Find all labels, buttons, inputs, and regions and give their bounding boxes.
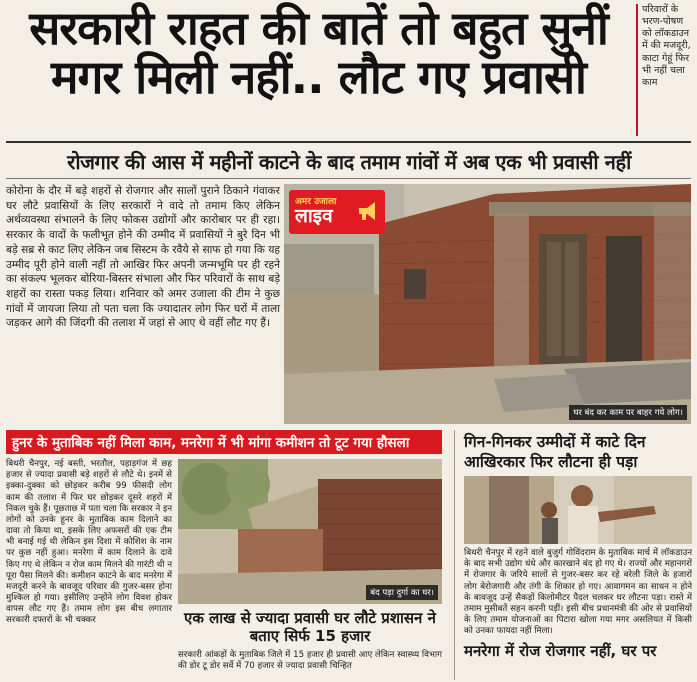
intro-paragraph: कोरोना के दौर में बड़े शहरों से रोजगार और सालों पुराने ठिकाने गंवाकर घर लौटे प्रवासियों के लिए सरकारों ने वादे तो तमाम किए लेकिन अर्थव्यवस्था संभालने के लिए फोकस उद्योगों और कारोबार पर ही रहा। सरकार के वादों के फलीभूत होने की उम्मीद में प्रवासियों ने बुरे दिन भी बड़े सब्र से काट लिए लेकिन जब सिस्टम के रवैये से साफ हो गया कि यह उम्मीद पूरी होने वाली नहीं तो आखिर फिर अपनी जन्मभूमि पर ही रहने का संकल्प भूलकर बोरिया-बिस्तर संभाला और फिर परिवारों के साथ बड़े शहरों का रास्ता पकड़ लिया। शनिवार को अमर उजाला की टीम ने कुछ गांवों में जायजा लिया तो पता चला कि ज्यादातर लोग फिर घरों में ताला जड़कर आगे की जिंदगी की तलाश में जहां से आए थे वहीं लौट गए हैं।: [6, 185, 280, 330]
logo-brand: अमर उजाला: [295, 197, 337, 207]
headline-line-1: सरकारी राहत की बातें तो बहुत सुनीं: [29, 1, 608, 55]
amar-ujala-live-logo: [289, 190, 385, 234]
subheadline: रोजगार की आस में महीनों काटने के बाद तमाम गांवों में अब एक भी प्रवासी नहीं: [67, 150, 631, 174]
story-body-left: बिथरी चैनपुर, नई बस्ती, भरतौल, पहाड़गंज में छह हजार से ज्यादा प्रवासी बड़े शहरों से लौटे थे। इनमें से इक्का-दुक्का को छोड़कर करीब 99 फीसदी लोग काम की तलाश में फिर घर छोड़कर दूसरे शहरों में निकल चुके हैं। पूछताछ में पता चला कि सरकार ने इन लोगों को उनके हुनर के मुताबिक काम दिलाने का दावा तो किया था, इसके लिए अफसरों की एक टीम भी बनाई गई थी लेकिन इस दिशा में कोशिश के नाम पर कुछ नहीं हुआ। मनरेगा में काम दिलाने के दावे किए गए थे लेकिन न रोज काम मिलने की गारंटी थी न पूरा पैसा मिलने की। कमीशन काटने के बाद मनरेगा में मजदूरी करने के बावजूद परिवार की गुजर-बसर होना मुश्किल हो गया। इसीलिए उन्होंने लोग विवश होकर वापस लौट गए हैं। तमाम लोग इस बीच लगातार सरकारी दफ्तरों के भी चक्कर: [6, 459, 172, 626]
elderly-man-illustration: [464, 476, 692, 544]
right-story-body: बिथरी चैनपुर में रहने वाले बुजुर्ग गोविंदराम के मुताबिक मार्च में लॉकडाउन के बाद सभी उद्योग धंधे और कारखाने बंद हो गए थे। राज्यों और महानगरों में रोजगार के जरिये सालों से गुजर-बसर कर रहे बरेली जिले के हजारों लोग बेरोजगारी और तंगी के शिकार हो गए। आवागमन का साधन न होने के बावजूद उन्हें सैकड़ों किलोमीटर पैदल चलकर घर लौटना पड़ा। रास्ते में तमाम मुसीबतें सहन करनी पड़ीं। इसी बीच प्रधानमंत्री की ओर से प्रवासियों के लिए तमाम योजनाओं का पिटारा खोला गया मगर असलियत में किसी को उनका फायदा नहीं मिला।: [464, 548, 692, 637]
headline-line-2: मगर मिली नहीं.. लौट गए प्रवासी: [51, 49, 586, 104]
column-divider: [454, 430, 455, 680]
closed-house-illustration: [178, 459, 442, 604]
divider: [6, 178, 691, 179]
logo-word: लाइव: [295, 205, 333, 227]
elderly-man-photo: [464, 476, 692, 544]
left-photo-caption: बंद पड़ा दुर्गा का घर।: [366, 585, 438, 600]
closed-house-photo: [178, 459, 442, 604]
side-story-body: सरकारी आंकड़ों के मुताबिक जिले में 15 हजार ही प्रवासी आए लेकिन स्वास्थ्य विभाग की डोर टू डोर सर्वे में 70 हजार से ज्यादा प्रवासी चिन्हित: [178, 650, 442, 672]
sidebar-text: परिवारों के भरण-पोषण को लॉकडाउन में की मजदूरी, काटा गेहूं फिर भी नहीं चला काम: [642, 4, 691, 88]
sidebar-box: [636, 4, 694, 136]
right-story-heading: गिन-गिनकर उम्मीदों में काटे दिन आखिरकार फिर लौटना ही पड़ा: [464, 433, 646, 472]
side-story-heading: एक लाख से ज्यादा प्रवासी घर लौटे प्रशासन ने बताए सिर्फ 15 हजार: [184, 609, 436, 646]
main-photo-caption: घर बंद कर काम पर बाहर गये लोग।: [569, 405, 687, 420]
bottom-right-heading: मनरेगा में रोज रोजगार नहीं, घर पर: [464, 642, 657, 660]
headline: [6, 1, 631, 104]
section-heading-red: हुनर के मुताबिक नहीं मिला काम, मनरेगा में भी मांगा कमीशन तो टूट गया हौसला: [6, 430, 442, 454]
divider: [6, 141, 691, 143]
megaphone-icon: [357, 200, 379, 222]
